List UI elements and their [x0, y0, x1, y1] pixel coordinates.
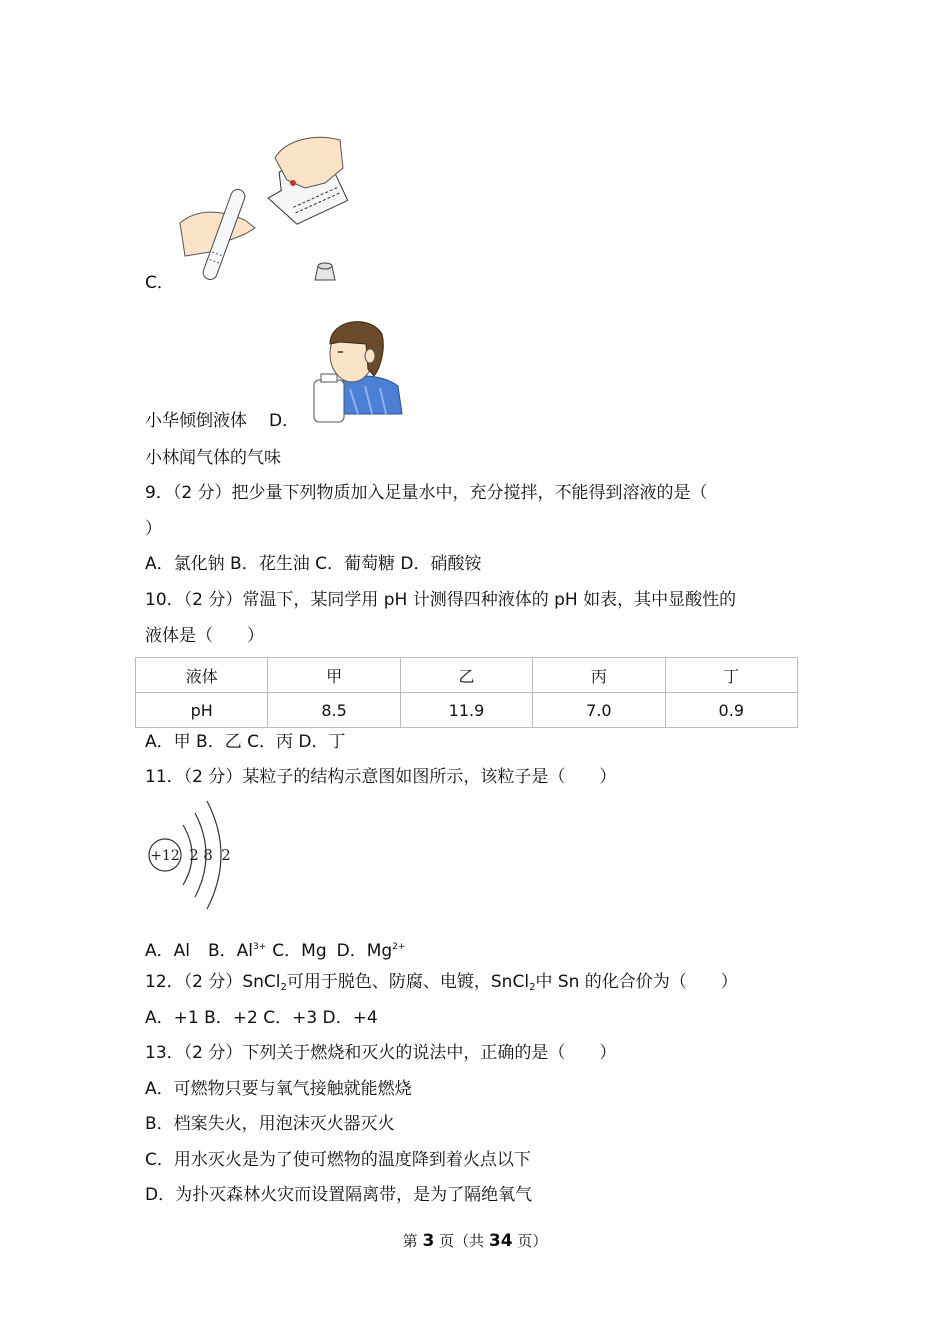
shell-electrons-3: 2 [221, 846, 231, 864]
q11-option-b: B．Al [207, 941, 253, 961]
table-cell: 丁 [665, 658, 797, 693]
q10-tail: 液体是（ ） [145, 626, 264, 646]
table-cell: 乙 [400, 658, 532, 693]
q12-subscript-1: 2 [280, 982, 287, 993]
q9-options: A．氯化钠 B．花生油 C．葡萄糖 D．硝酸铵 [145, 554, 482, 574]
atomic-structure-diagram [143, 795, 243, 910]
q9-tail: ） [145, 519, 162, 539]
q11-option-b-charge: 3+ [253, 942, 267, 952]
q12-mid: 可用于脱色、防腐、电镀，SnCl [286, 972, 530, 992]
page-footer [0, 1230, 950, 1251]
q12-subscript-2: 2 [529, 982, 536, 993]
table-cell: 甲 [268, 658, 400, 693]
q13-option-c: C．用水灭火是为了使可燃物的温度降到着火点以下 [145, 1150, 531, 1170]
q13-text: 13．（2 分）下列关于燃烧和灭火的说法中，正确的是（ ） [145, 1043, 617, 1063]
q10-options: A．甲 B．乙 C．丙 D．丁 [145, 732, 346, 752]
q9-text: 9．（2 分）把少量下列物质加入足量水中，充分搅拌，不能得到溶液的是（ [145, 483, 708, 503]
current-page: 3 [422, 1231, 435, 1251]
shell-electrons-1: 2 [189, 846, 199, 864]
footer-pre: 第 [402, 1232, 418, 1250]
q13-option-b: B．档案失火，用泡沫灭火器灭火 [145, 1114, 395, 1134]
q11-options [145, 936, 405, 962]
q12-suffix: 中 Sn 的化合价为（ ） [535, 972, 738, 992]
q10-text: 10．（2 分）常温下，某同学用 pH 计测得四种液体的 pH 如表，其中显酸性的 [145, 590, 737, 610]
q11-option-d: D．Mg [336, 941, 393, 961]
table-cell: 8.5 [268, 693, 400, 728]
total-pages: 34 [488, 1231, 513, 1251]
q11-option-d-charge: 2+ [392, 942, 406, 952]
table-cell: 0.9 [665, 693, 797, 728]
table-cell: 7.0 [533, 693, 665, 728]
table-row [136, 693, 798, 728]
q12-text [145, 971, 738, 999]
smelling-gas-illustration [310, 314, 405, 424]
table-row [136, 658, 798, 693]
q11-option-c: C．Mg [272, 941, 327, 961]
q13-option-a: A．可燃物只要与氧气接触就能燃烧 [145, 1079, 412, 1099]
pour-caption-line [145, 410, 299, 432]
q12-prefix: 12．（2 分）SnCl [145, 972, 281, 992]
table-cell: 液体 [136, 658, 268, 693]
q11-option-a: A．Al [145, 941, 190, 961]
footer-post: 页） [517, 1232, 548, 1250]
ph-table [135, 657, 798, 728]
q11-text: 11．（2 分）某粒子的结构示意图如图所示，该粒子是（ ） [145, 767, 617, 787]
option-d-label: D． [269, 411, 300, 431]
table-cell: 11.9 [400, 693, 532, 728]
q12-options: A．+1 B．+2 C．+3 D．+4 [145, 1008, 378, 1028]
option-c-label: C． [145, 273, 174, 293]
smell-caption: 小林闻气体的气味 [145, 448, 281, 468]
table-cell: 丙 [533, 658, 665, 693]
q13-option-d: D．为扑灭森林火灾而设置隔离带，是为了隔绝氧气 [145, 1185, 533, 1205]
pour-caption: 小华倾倒液体 [145, 411, 247, 431]
shell-electrons-2: 8 [203, 846, 213, 864]
nucleus-charge: +12 [150, 848, 180, 864]
pouring-liquid-illustration [175, 128, 350, 286]
footer-mid: 页（共 [439, 1232, 485, 1250]
table-cell: pH [136, 693, 268, 728]
